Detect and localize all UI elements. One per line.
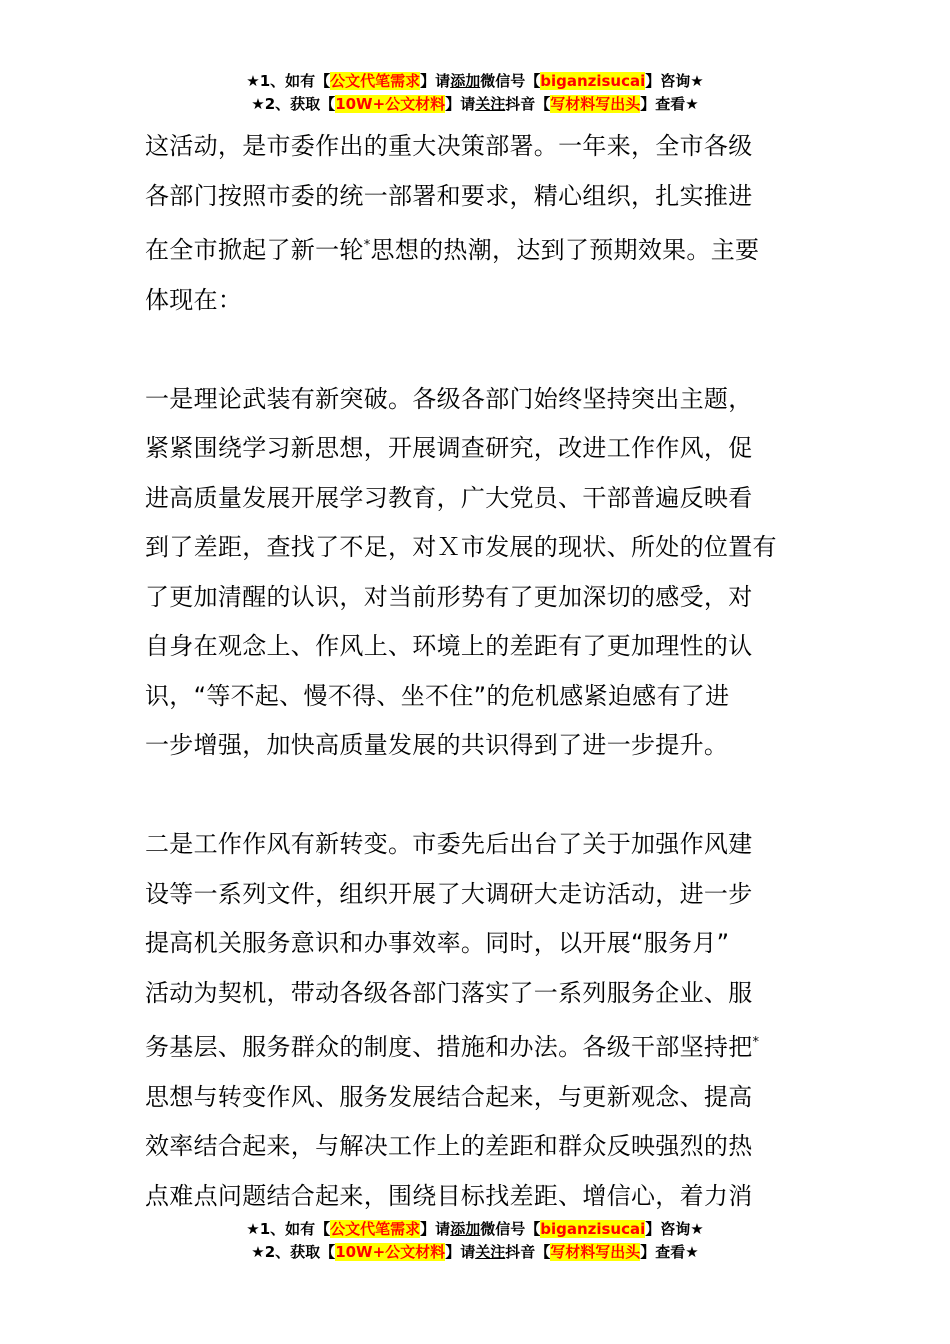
banner-line-1	[0, 1218, 950, 1241]
banner-text: 】请	[445, 95, 476, 113]
banner-text: 】请	[445, 1243, 476, 1261]
banner-highlight-douyin: 写材料写出头	[550, 1243, 641, 1261]
text-line: 识，“等不起、慢不得、坐不住”的危机感紧迫感有了进	[145, 681, 730, 710]
banner-text: 】查看★	[640, 1243, 699, 1261]
banner-underline: 关注	[475, 95, 506, 113]
banner-highlight-wechat: biganzisucai	[540, 72, 646, 90]
footer-banner	[0, 1218, 950, 1264]
banner-line-1	[0, 70, 950, 93]
text-line: 到了差距，查找了不足，对Ｘ市发展的现状、所处的位置有	[145, 533, 777, 561]
text-line: 在全市掀起了新一轮	[145, 236, 364, 264]
banner-text: 】查看★	[640, 95, 699, 113]
banner-line-2	[0, 93, 950, 116]
paragraph-gap	[145, 325, 810, 375]
text-line: 点难点问题结合起来，围绕目标找差距、增信心，着力消	[145, 1181, 753, 1210]
paragraph-gap	[145, 771, 810, 821]
text-line: 提高机关服务意识和办事效率。同时，以开展“服务月”	[145, 929, 730, 957]
banner-text: 抖音【	[505, 95, 551, 113]
banner-text: 微信号【	[480, 1220, 541, 1238]
text-line: 紧紧围绕学习新思想，开展调查研究，改进工作作风，促	[145, 434, 753, 462]
text-line: 体现在：	[145, 285, 243, 314]
text-line: 一是理论武装有新突破。各级各部门始终坚持突出主题，	[145, 384, 753, 413]
text-line: 二是工作作风有新转变。市委先后出台了关于加强作风建	[145, 830, 753, 858]
banner-text: 】请	[420, 72, 451, 90]
text-line: 思想与转变作风、服务发展结合起来，与更新观念、提高	[145, 1082, 753, 1111]
text-line: 了更加清醒的认识，对当前形势有了更加深切的感受，对	[145, 582, 753, 611]
star-mark: *	[752, 1035, 760, 1050]
text-line: 效率结合起来，与解决工作上的差距和群众反映强烈的热	[145, 1132, 753, 1160]
text-line: 各部门按照市委的统一部署和要求，精心组织，扎实推进	[145, 181, 753, 210]
banner-underline: 关注	[475, 1243, 506, 1261]
paragraph-theory	[145, 375, 810, 771]
banner-line-2	[0, 1241, 950, 1264]
text-line: 务基层、服务群众的制度、措施和办法。各级干部坚持把	[145, 1033, 753, 1061]
banner-text: ★1、如有【	[246, 72, 331, 90]
banner-highlight: 10W+公文材料	[335, 1243, 446, 1261]
banner-underline: 添加	[450, 1220, 481, 1238]
text-line: 设等一系列文件，组织开展了大调研大走访活动，进一步	[145, 879, 753, 908]
banner-underline: 添加	[450, 72, 481, 90]
banner-highlight: 公文代笔需求	[330, 1220, 421, 1238]
text-line: 这活动，是市委作出的重大决策部署。一年来，全市各级	[145, 132, 753, 160]
text-line: 活动为契机，带动各级各部门落实了一系列服务企业、服	[145, 978, 753, 1007]
banner-text: 】请	[420, 1220, 451, 1238]
banner-text: ★1、如有【	[246, 1220, 331, 1238]
banner-text: ★2、获取【	[251, 1243, 336, 1261]
text-line: 自身在观念上、作风上、环境上的差距有了更加理性的认	[145, 632, 753, 660]
banner-text: ★2、获取【	[251, 95, 336, 113]
banner-text: 】咨询★	[645, 1220, 704, 1238]
banner-text: 抖音【	[505, 1243, 551, 1261]
header-banner	[0, 70, 950, 116]
banner-highlight-wechat: biganzisucai	[540, 1220, 646, 1238]
banner-text: 】咨询★	[645, 72, 704, 90]
banner-highlight: 10W+公文材料	[335, 95, 446, 113]
text-line: 思想的热潮，达到了预期效果。主要	[370, 236, 760, 264]
banner-text: 微信号【	[480, 72, 541, 90]
document-body	[145, 122, 810, 1221]
text-line: 进高质量发展开展学习教育，广大党员、干部普遍反映看	[145, 483, 753, 512]
paragraph-intro	[145, 122, 810, 325]
paragraph-style	[145, 820, 810, 1221]
banner-highlight-douyin: 写材料写出头	[550, 95, 641, 113]
star-mark: *	[363, 238, 371, 253]
text-line: 一步增强，加快高质量发展的共识得到了进一步提升。	[145, 731, 729, 759]
banner-highlight: 公文代笔需求	[330, 72, 421, 90]
